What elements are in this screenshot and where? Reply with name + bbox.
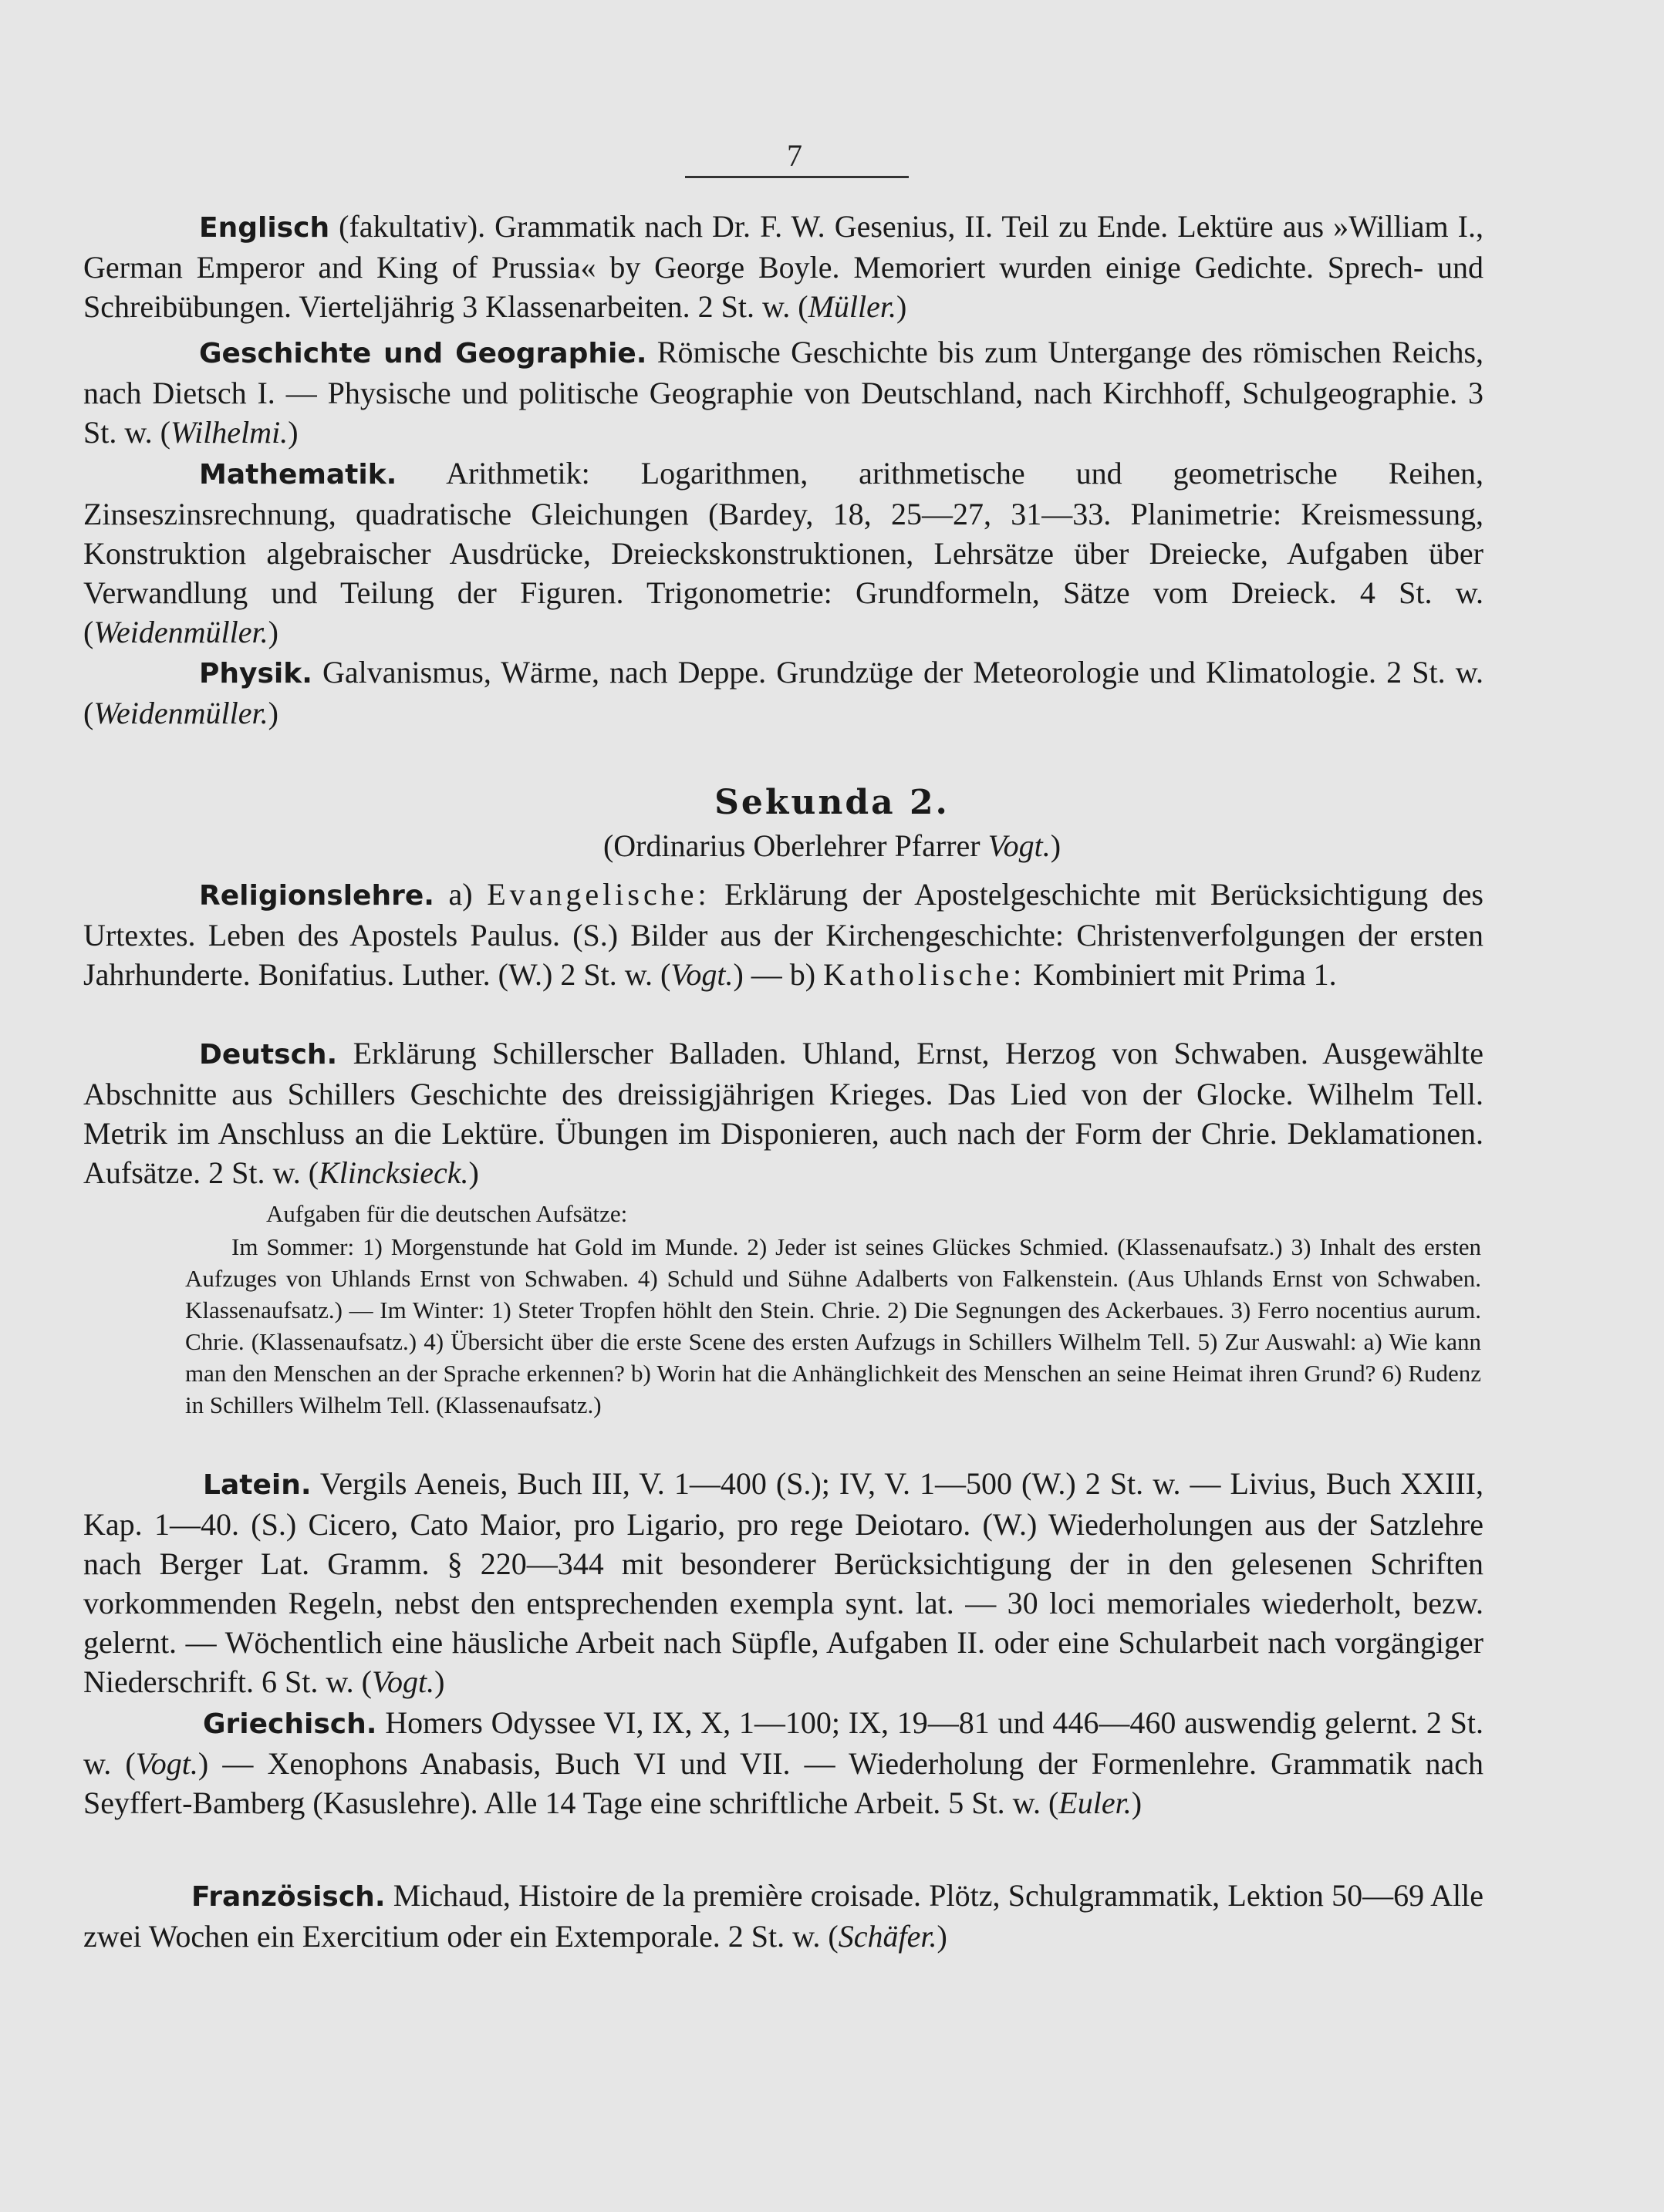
text-religion-d: Kombiniert mit Prima 1. xyxy=(1025,957,1337,992)
text-latein-end: ) xyxy=(434,1664,445,1699)
text-religion-evangelisch: Evangelische: xyxy=(487,877,710,912)
heading-latein: Latein. xyxy=(203,1469,312,1501)
text-religion-c: ) — b) xyxy=(733,957,824,992)
teacher-physik: Weidenmüller. xyxy=(93,696,268,730)
teacher-griechisch-a: Vogt. xyxy=(135,1746,198,1781)
paragraph-religion xyxy=(83,875,1483,994)
teacher-mathematik: Weidenmüller. xyxy=(93,615,268,649)
paragraph-mathematik xyxy=(83,454,1483,652)
text-griechisch-b: ) — Xenophons Anabasis, Buch VI und VII. — Wiederholung der Formenlehre. Grammatik nach Seyffert-Bamberg (Kasuslehre). Alle 14 Tage eine schriftliche Arbeit. 5 St. w. ( xyxy=(83,1746,1483,1820)
aufgaben-heading: Aufgaben für die deutschen Aufsätze: xyxy=(266,1200,628,1227)
text-franzoesisch: Michaud, Histoire de la première croisade. Plötz, Schulgrammatik, Lektion 50—69 Alle zwei Wochen ein Exercitium oder ein Extemporale. 2 St. w. ( xyxy=(83,1878,1483,1954)
paragraph-deutsch xyxy=(83,1034,1483,1192)
text-physik-end: ) xyxy=(268,696,278,730)
aufgaben-text xyxy=(185,1231,1481,1421)
teacher-religion: Vogt. xyxy=(670,957,734,992)
paragraph-geschichte xyxy=(83,332,1483,452)
section-subtitle-text: (Ordinarius Oberlehrer Pfarrer xyxy=(602,828,988,863)
heading-deutsch: Deutsch. xyxy=(199,1039,338,1071)
text-deutsch: Erklärung Schillerscher Balladen. Uhland, Ernst, Herzog von Schwaben. Ausgewählte Abschnitte aus Schillers Geschichte des dreissigjährigen Krieges. Das Lied von der Glocke. Wilhelm Tell. Metrik im Anschluss an die Lektüre. Übungen im Disponieren, auch nach der Form der Chrie. Deklamationen. Aufsätze. 2 St. w. ( xyxy=(83,1036,1483,1190)
paragraph-franzoesisch xyxy=(83,1876,1483,1956)
teacher-geschichte: Wilhelmi. xyxy=(170,415,289,450)
text-mathematik: Arithmetik: Logarithmen, arithmetische und geometrische Reihen, Zinseszinsrechnung, quadratische Gleichungen (Bardey, 18, 25—27, 31—33. Planimetrie: Kreismessung, Konstruktion algebraischer Ausdrücke, Dreieckskonstruktionen, Lehrsätze über Dreiecke, Aufgaben über Verwandlung und Teilung der Figuren. Trigonometrie: Grundformeln, Sätze vom Dreieck. 4 St. w. ( xyxy=(83,456,1483,649)
heading-mathematik: Mathematik. xyxy=(199,459,397,491)
teacher-deutsch: Klincksieck. xyxy=(319,1155,469,1190)
text-geschichte: Römische Geschichte bis zum Untergange des römischen Reichs, nach Dietsch I. — Physische und politische Geographie von Deutschland, nach Kirchhoff, Schulgeographie. 3 St. w. ( xyxy=(83,335,1484,450)
heading-franzoesisch: Französisch. xyxy=(191,1881,386,1913)
text-englisch-end: ) xyxy=(896,289,907,324)
text-religion-a: a) xyxy=(434,877,488,912)
teacher-franzoesisch: Schäfer. xyxy=(838,1919,937,1954)
paragraph-englisch xyxy=(83,207,1483,326)
text-latein: Vergils Aeneis, Buch III, V. 1—400 (S.); IV, V. 1—500 (W.) 2 St. w. — Livius, Buch XXIII, Kap. 1—40. (S.) Cicero, Cato Maior, pro Ligario, pro rege Deiotaro. (W.) Wiederholungen aus der Satzlehre nach Berger Lat. Gramm. § 220—344 mit besonderer Berücksichtigung der in den gelesenen Schriften vorkommenden Regeln, nebst den entsprechenden exempla synt. lat. — 30 loci memoriales wiederholt, bezw. gelernt. — Wöchentlich eine häusliche Arbeit nach Süpfle, Aufgaben II. oder eine Schularbeit nach vorgängiger Niederschrift. 6 St. w. ( xyxy=(83,1466,1483,1699)
section-title: Sekunda 2. xyxy=(714,783,950,822)
teacher-latein: Vogt. xyxy=(371,1664,435,1699)
text-physik: Galvanismus, Wärme, nach Deppe. Grundzüge der Meteorologie und Klimatologie. 2 St. w. ( xyxy=(83,655,1483,730)
heading-griechisch: Griechisch. xyxy=(203,1708,377,1740)
paragraph-griechisch xyxy=(83,1703,1483,1823)
paragraph-physik xyxy=(83,652,1483,733)
section-subtitle-teacher: Vogt. xyxy=(987,828,1051,863)
text-religion-katholisch: Katholische: xyxy=(823,957,1026,992)
teacher-englisch: Müller. xyxy=(808,289,897,324)
aufgaben-list: Im Sommer: 1) Morgenstunde hat Gold im Munde. 2) Jeder ist seines Glückes Schmied. (Klassenaufsatz.) 3) Inhalt des ersten Aufzuges von Uhlands Ernst von Schwaben. 4) Schuld und Sühne Adalberts von Falkenstein. (Aus Uhlands Ernst von Schwaben. Klassenaufsatz.) — Im Winter: 1) Steter Tropfen höhlt den Stein. Chrie. 2) Die Segnungen des Ackerbaues. 3) Ferro nocentius aurum. Chrie. (Klassenaufsatz.) 4) Übersicht über die erste Scene des ersten Aufzugs in Schillers Wilhelm Tell. 5) Zur Auswahl: a) Wie kann man den Menschen an der Sprache erkennen? b) Worin hat die Anhänglichkeit des Menschen an seine Heimat ihren Grund? 6) Rudenz in Schillers Wilhelm Tell. (Klassenaufsatz.) xyxy=(185,1233,1481,1418)
paragraph-latein xyxy=(83,1464,1483,1701)
text-geschichte-end: ) xyxy=(288,415,299,450)
text-englisch: (fakultativ). Grammatik nach Dr. F. W. Gesenius, II. Teil zu Ende. Lektüre aus »William I., German Emperor and King of Prussia« by George Boyle. Memoriert wurden einige Gedichte. Sprech- und Schreibübungen. Vierteljährig 3 Klassenarbeiten. 2 St. w. ( xyxy=(83,209,1483,324)
heading-geschichte: Geschichte und Geographie. xyxy=(199,338,647,369)
page-number: 7 xyxy=(787,138,802,173)
text-franzoesisch-end: ) xyxy=(937,1919,947,1954)
text-griechisch-c: ) xyxy=(1131,1785,1143,1820)
text-deutsch-end: ) xyxy=(468,1155,479,1190)
text-religion-b: Erklärung der Apostelgeschichte mit Berücksichtigung des Urtextes. Leben des Apostels Paulus. (S.) Bilder aus der Kirchengeschichte: Christenverfolgungen der ersten Jahrhunderte. Bonifatius. Luther. (W.) 2 St. w. ( xyxy=(83,877,1483,992)
heading-physik: Physik. xyxy=(199,658,312,690)
heading-religion: Religionslehre. xyxy=(199,880,434,912)
heading-englisch: Englisch xyxy=(199,212,330,244)
section-subtitle xyxy=(0,828,1664,864)
section-subtitle-end: ) xyxy=(1050,828,1062,863)
text-griechisch-a: Homers Odyssee VI, IX, X, 1—100; IX, 19—81 und 446—460 auswendig gelernt. 2 St. w. ( xyxy=(83,1705,1483,1781)
text-mathematik-end: ) xyxy=(268,615,278,649)
header-rule xyxy=(685,176,909,178)
teacher-griechisch-b: Euler. xyxy=(1058,1785,1132,1820)
